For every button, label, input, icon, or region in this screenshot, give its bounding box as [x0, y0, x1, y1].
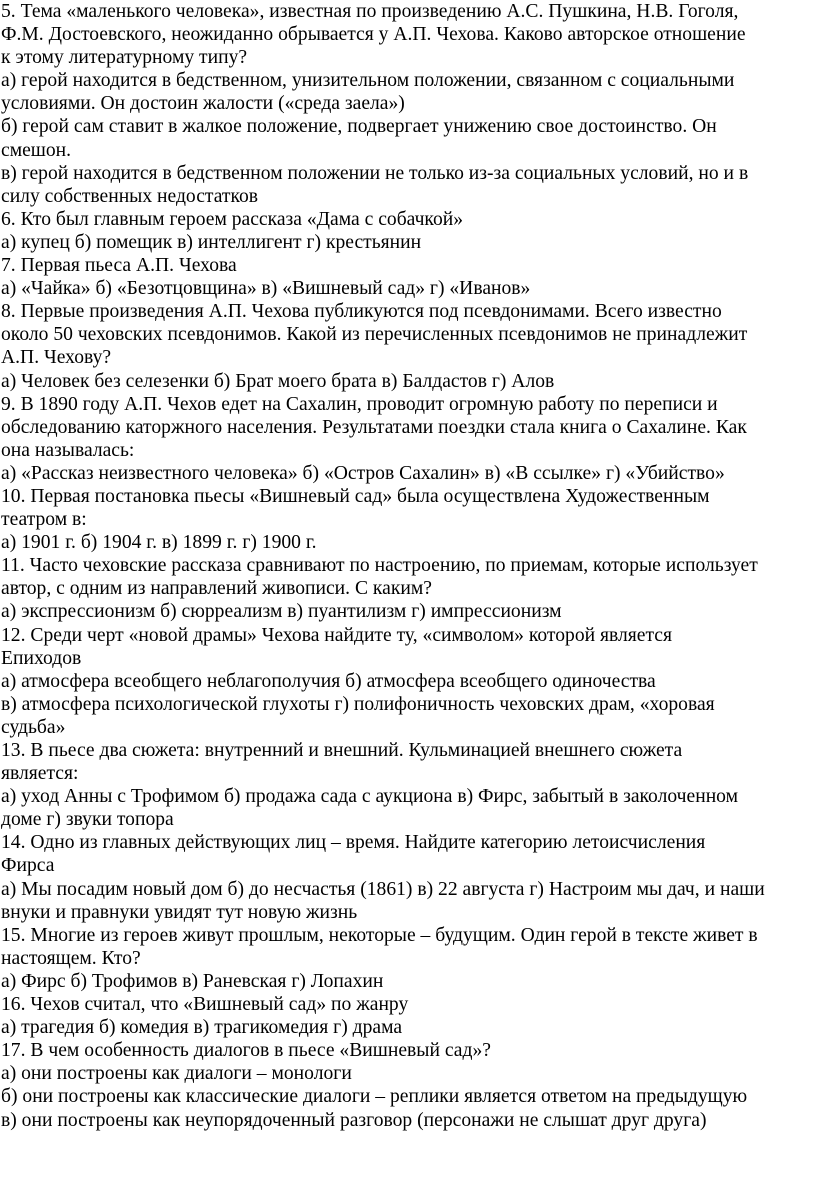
text-line: доме г) звуки топора — [1, 809, 174, 831]
text-line: автор, с одним из направлений живописи. С каким? — [1, 578, 432, 600]
text-line: условиями. Он достоин жалости («среда заела») — [1, 93, 405, 115]
text-line: 9. В 1890 году А.П. Чехов едет на Сахалин, проводит огромную работу по переписи и — [1, 393, 718, 415]
text-line: 16. Чехов считал, что «Вишневый сад» по жанру — [1, 994, 409, 1016]
text-line: а) герой находится в бедственном, унизительном положении, связанном с социальными — [1, 70, 735, 92]
text-line: силу собственных недостатков — [1, 185, 259, 207]
text-line: в) герой находится в бедственном положении не только из-за социальных условий, но и в — [1, 162, 749, 184]
text-line: театром в: — [1, 509, 87, 531]
text-line: Ф.М. Достоевского, неожиданно обрывается у А.П. Чехова. Каково авторское отношение — [1, 24, 746, 46]
text-line: к этому литературному типу? — [1, 47, 248, 69]
text-line: Епиходов — [1, 647, 82, 669]
text-line: а) Человек без селезенки б) Брат моего брата в) Балдастов г) Алов — [1, 370, 555, 392]
text-line: смешон. — [1, 139, 72, 161]
text-line: а) Мы посадим новый дом б) до несчастья (1861) в) 22 августа г) Настроим мы дач, и наши — [1, 878, 765, 900]
text-line: б) герой сам ставит в жалкое положение, подвергает унижению свое достоинство. Он — [1, 116, 717, 138]
text-line: 8. Первые произведения А.П. Чехова публикуются под псевдонимами. Всего известно — [1, 301, 722, 323]
text-line: судьба» — [1, 716, 66, 738]
text-line: внуки и правнуки увидят тут новую жизнь — [1, 901, 358, 923]
text-line: а) атмосфера всеобщего неблагополучия б) атмосфера всеобщего одиночества — [1, 670, 656, 692]
text-line: а) они построены как диалоги – монологи — [1, 1063, 352, 1085]
text-line: в) атмосфера психологической глухоты г) полифоничность чеховских драм, «хоровая — [1, 693, 715, 715]
text-line: является: — [1, 763, 79, 785]
text-line: настоящем. Кто? — [1, 947, 141, 969]
text-line: 5. Тема «маленького человека», известная по произведению А.С. Пушкина, Н.В. Гоголя, — [1, 1, 739, 22]
text-line: а) 1901 г. б) 1904 г. в) 1899 г. г) 1900 г. — [1, 532, 317, 554]
text-line: 17. В чем особенность диалогов в пьесе «Вишневый сад»? — [1, 1040, 491, 1062]
text-line: Фирса — [1, 855, 55, 877]
text-line: около 50 чеховских псевдонимов. Какой из перечисленных псевдонимов не принадлежит — [1, 324, 748, 346]
text-line: 14. Одно из главных действующих лиц – время. Найдите категорию летоисчисления — [1, 832, 706, 854]
text-line: обследованию каторжного населения. Результатами поездки стала книга о Сахалине. Как — [1, 416, 747, 438]
text-line: А.П. Чехову? — [1, 347, 112, 369]
text-line: б) они построены как классические диалоги – реплики является ответом на предыдущую — [1, 1086, 748, 1108]
text-line: она называлась: — [1, 439, 135, 461]
text-line: а) «Рассказ неизвестного человека» б) «Остров Сахалин» в) «В ссылке» г) «Убийство» — [1, 462, 725, 484]
text-line: а) экспрессионизм б) сюрреализм в) пуантилизм г) импрессионизм — [1, 601, 562, 623]
text-line: 11. Часто чеховские рассказа сравнивают по настроению, по приемам, которые использует — [1, 555, 758, 577]
text-line: а) купец б) помещик в) интеллигент г) крестьянин — [1, 231, 422, 253]
text-line: а) «Чайка» б) «Безотцовщина» в) «Вишневый сад» г) «Иванов» — [1, 278, 531, 300]
text-line: 7. Первая пьеса А.П. Чехова — [1, 255, 237, 277]
text-line: 13. В пьесе два сюжета: внутренний и внешний. Кульминацией внешнего сюжета — [1, 740, 683, 761]
text-line: 15. Многие из героев живут прошлым, некоторые – будущим. Один герой в тексте живет в — [1, 924, 758, 946]
text-line: а) Фирс б) Трофимов в) Раневская г) Лопахин — [1, 970, 384, 992]
text-line: а) уход Анны с Трофимом б) продажа сада с аукциона в) Фирс, забытый в заколоченном — [1, 786, 739, 808]
text-line: в) они построены как неупорядоченный разговор (персонажи не слышат друг друга) — [1, 1109, 707, 1131]
text-line: а) трагедия б) комедия в) трагикомедия г) драма — [1, 1017, 403, 1039]
text-line: 12. Среди черт «новой драмы» Чехова найдите ту, «символом» которой является — [1, 624, 672, 646]
text-line: 6. Кто был главным героем рассказа «Дама с собачкой» — [1, 208, 464, 230]
text-line: 10. Первая постановка пьесы «Вишневый сад» была осуществлена Художественным — [1, 485, 710, 507]
